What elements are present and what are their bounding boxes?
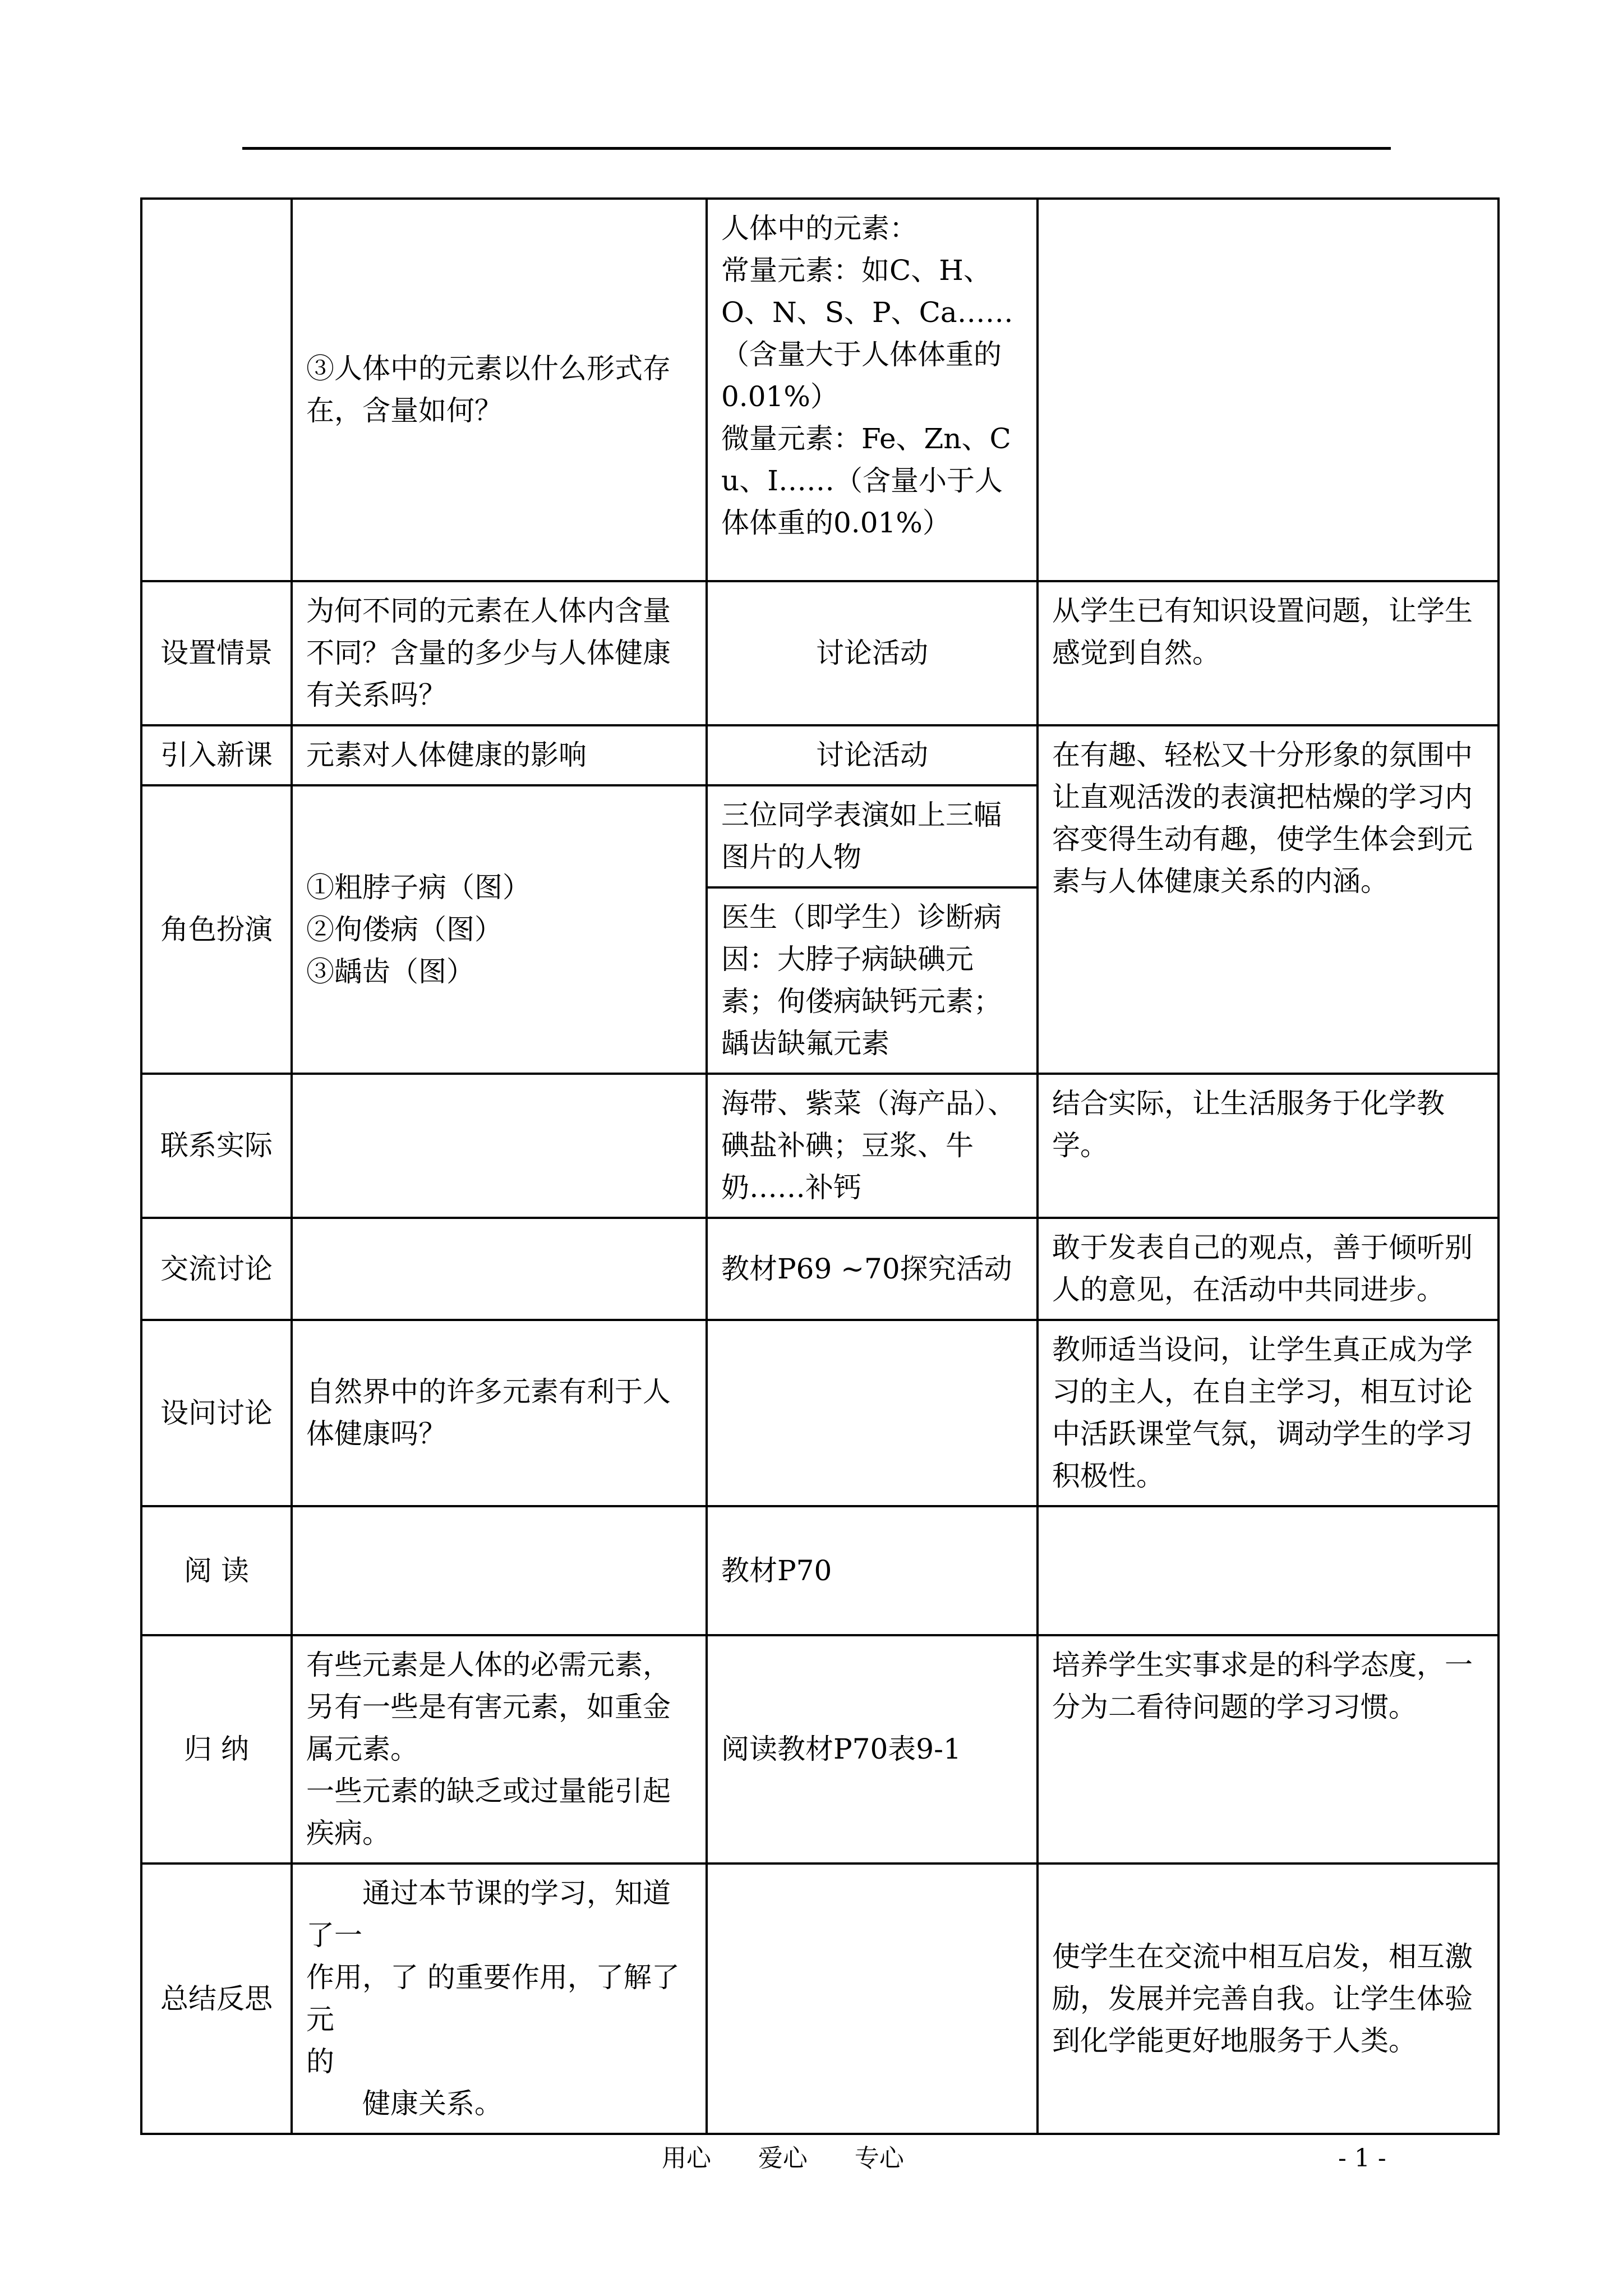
question-cell: ③人体中的元素以什么形式存在，含量如何？ — [292, 199, 707, 581]
activity-cell: 海带、紫菜（海产品）、碘盐补碘；豆浆、牛奶……补钙 — [707, 1074, 1038, 1218]
activity-cell — [707, 199, 1038, 581]
activity-line: 人体中的元素： — [721, 212, 917, 245]
table-row — [141, 1506, 1498, 1635]
stage-cell: 交流讨论 — [141, 1218, 292, 1320]
intent-cell — [1038, 199, 1498, 581]
activity-cell: 讨论活动 — [707, 725, 1038, 785]
question-line: ①粗脖子病（图） — [306, 871, 531, 904]
question-line: ③龋齿（图） — [306, 955, 474, 988]
intent-cell: 结合实际，让生活服务于化学教学。 — [1038, 1074, 1498, 1218]
question-line: 作用，了 的重要作用，了解了元 — [306, 1961, 680, 2036]
stage-cell: 联系实际 — [141, 1074, 292, 1218]
lesson-plan-table — [140, 197, 1500, 2135]
page-number: - 1 - — [1338, 2144, 1386, 2173]
stage-cell: 引入新课 — [141, 725, 292, 785]
intent-cell: 在有趣、轻松又十分形象的氛围中让直观活泼的表演把枯燥的学习内容变得生动有趣，使学生体会到元素与人体健康关系的内涵。 — [1038, 725, 1498, 1074]
question-line: 有些元素是人体的必需元素，另有一些是有害元素，如重金属元素。 — [306, 1649, 671, 1765]
table-row — [141, 1635, 1498, 1864]
question-cell: 为何不同的元素在人体内含量不同？含量的多少与人体健康有关系吗？ — [292, 581, 707, 725]
activity-cell: 三位同学表演如上三幅图片的人物 — [707, 785, 1038, 887]
intent-cell — [1038, 1506, 1498, 1635]
table-row — [141, 725, 1498, 785]
question-cell — [292, 785, 707, 1074]
intent-cell: 培养学生实事求是的科学态度，一分为二看待问题的学习习惯。 — [1038, 1635, 1498, 1864]
activity-cell — [707, 1320, 1038, 1506]
question-cell: 元素对人体健康的影响 — [292, 725, 707, 785]
stage-cell: 设置情景 — [141, 581, 292, 725]
table-row — [141, 1218, 1498, 1320]
intent-cell: 教师适当设问，让学生真正成为学习的主人，在自主学习，相互讨论中活跃课堂气氛，调动学生的学习积极性。 — [1038, 1320, 1498, 1506]
question-cell — [292, 1506, 707, 1635]
stage-cell: 归 纳 — [141, 1635, 292, 1864]
activity-cell: 讨论活动 — [707, 581, 1038, 725]
header-rule — [242, 147, 1391, 150]
table-row — [141, 199, 1498, 581]
table-row — [141, 581, 1498, 725]
stage-cell: 总结反思 — [141, 1864, 292, 2134]
intent-cell: 从学生已有知识设置问题，让学生感觉到自然。 — [1038, 581, 1498, 725]
question-line: 通过本节课的学习，知道了一 — [306, 1877, 671, 1952]
question-cell — [292, 1074, 707, 1218]
question-line: 的 — [306, 2045, 334, 2078]
table-row — [141, 1074, 1498, 1218]
question-cell — [292, 1218, 707, 1320]
activity-cell: 医生（即学生）诊断病因：大脖子病缺碘元素；佝偻病缺钙元素；龋齿缺氟元素 — [707, 887, 1038, 1074]
activity-cell: 教材P70 — [707, 1506, 1038, 1635]
intent-cell: 敢于发表自己的观点，善于倾听别人的意见，在活动中共同进步。 — [1038, 1218, 1498, 1320]
activity-cell — [707, 1864, 1038, 2134]
activity-cell: 阅读教材P70表9-1 — [707, 1635, 1038, 1864]
question-cell — [292, 1864, 707, 2134]
stage-cell: 阅 读 — [141, 1506, 292, 1635]
question-cell — [292, 1635, 707, 1864]
table-row — [141, 1320, 1498, 1506]
table-row — [141, 1864, 1498, 2134]
activity-cell: 教材P69 ~70探究活动 — [707, 1218, 1038, 1320]
question-line: 一些元素的缺乏或过量能引起疾病。 — [306, 1775, 671, 1849]
stage-cell: 角色扮演 — [141, 785, 292, 1074]
question-line: ②佝偻病（图） — [306, 913, 502, 946]
intent-cell: 使学生在交流中相互启发，相互激励，发展并完善自我。让学生体验到化学能更好地服务于人类。 — [1038, 1864, 1498, 2134]
stage-cell: 设问讨论 — [141, 1320, 292, 1506]
stage-cell — [141, 199, 292, 581]
activity-line: 常量元素：如C、H、O、N、S、P、Ca……（含量大于人体体重的0.01%） — [721, 254, 1013, 413]
activity-line: 微量元素：Fe、Zn、Cu、I……（含量小于人体体重的0.01%） — [721, 422, 1011, 539]
question-line: 健康关系。 — [362, 2087, 502, 2120]
question-cell: 自然界中的许多元素有利于人体健康吗？ — [292, 1320, 707, 1506]
footer-motto: 用心 爱心 专心 — [662, 2144, 904, 2173]
